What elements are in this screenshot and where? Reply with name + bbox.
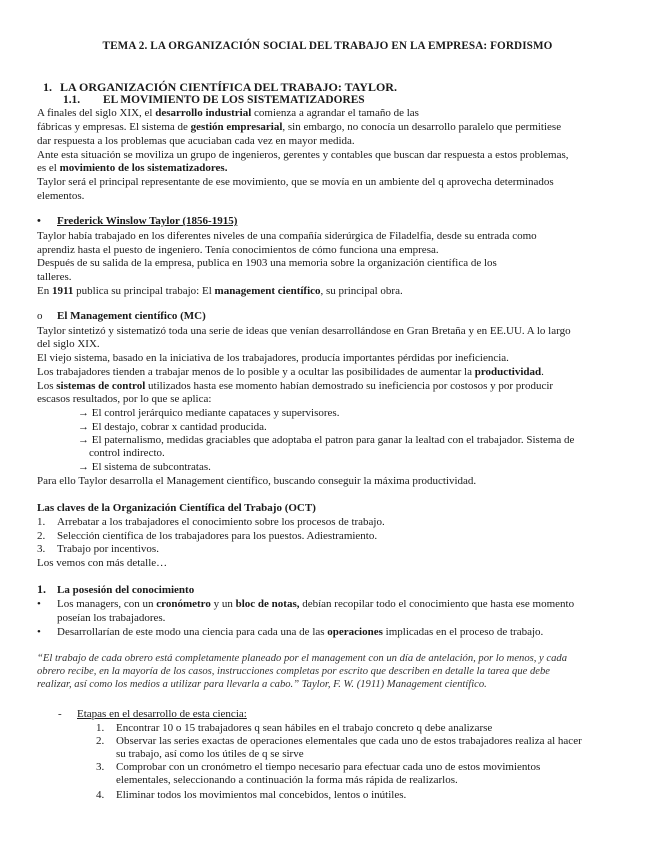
- quote-line: realizar, así como los medios a utilizar para llevarla a cabo.” Taylor, F. W. (1911) Management científico.: [37, 679, 487, 690]
- mc-line: Los sistemas de control utilizados hasta ese momento habían demostrado su ineficiencia por costosos y por producir: [37, 380, 554, 392]
- etapas-item: 4. Eliminar todos los movimientos mal concebidos, lentos o inútiles.: [96, 789, 407, 801]
- intro-line: es el movimiento de los sistematizadores.: [37, 162, 228, 174]
- section-number: 1.: [43, 80, 52, 94]
- taylor-line: aprendiz hasta el puesto de ingeniero. Tenía conocimientos de cómo funciona una empresa.: [37, 244, 439, 256]
- etapas-item: 2. Observar las series exactas de operaciones elementales que cada uno de estos trabajadores realiza al hacer: [96, 735, 582, 747]
- oct-list-item: 3. Trabajo por incentivos.: [37, 543, 159, 555]
- mc-list-item: → El paternalismo, medidas graciables que adoptaba el patron para ganar la lealtad con el trabajador. Sistema de: [78, 434, 575, 446]
- quote-line: obrero recibe, en la mayoría de los casos, instrucciones completas por escrito que describen en detalle la tarea que debe: [37, 666, 550, 677]
- document-title: TEMA 2. LA ORGANIZACIÓN SOCIAL DEL TRABAJO EN LA EMPRESA: FORDISMO: [102, 40, 553, 52]
- section-heading: [43, 80, 397, 95]
- mc-line: Los trabajadores tienden a trabajar menos de lo posible y a ocultar las posibilidades de aumentar la productividad.: [37, 366, 544, 378]
- intro-line: dar respuesta a los problemas que acuciaban cada vez en mayor medida.: [37, 135, 355, 147]
- mc-list-item: → El sistema de subcontratas.: [78, 461, 211, 473]
- posesion-bullet-item: • Desarrollarían de este modo una ciencia para cada una de las operaciones implicadas en el proceso de trabajo.: [37, 626, 544, 638]
- taylor-line: Después de su salida de la empresa, publica en 1903 una memoria sobre la organización científica de los: [37, 257, 497, 269]
- mc-closing: Para ello Taylor desarrolla el Management científico, buscando conseguir la máxima productividad.: [37, 475, 477, 487]
- bullet-icon: •: [37, 215, 41, 227]
- mc-line: Taylor sintetizó y sistematizó toda una serie de ideas que venían desarrollándose en Gran Bretaña y en EE.UU. A lo largo: [37, 325, 571, 337]
- subsection-title: EL MOVIMIENTO DE LOS SISTEMATIZADORES: [103, 94, 365, 106]
- taylor-line: Taylor había trabajado en los diferentes niveles de una compañía siderúrgica de Filadelfia, desde su entrada como: [37, 230, 537, 242]
- taylor-line: En 1911 publica su principal trabajo: El management científico, su principal obra.: [37, 285, 403, 297]
- bullet-icon: o: [37, 310, 43, 322]
- quote-line: “El trabajo de cada obrero está completamente planeado por el management con un día de antelación, por lo menos, y cada: [37, 653, 567, 664]
- subsection-heading: [63, 94, 365, 106]
- mc-heading: o El Management científico (MC): [37, 310, 206, 322]
- etapas-item-cont: su trabajo, así como los útiles de q se sirve: [116, 748, 304, 760]
- mc-line: escasos resultados, por lo que se aplica:: [37, 393, 212, 405]
- posesion-bullet-cont: poseían los trabajadores.: [57, 612, 166, 624]
- oct-closing: Los vemos con más detalle…: [37, 557, 168, 569]
- section-title: LA ORGANIZACIÓN CIENTÍFICA DEL TRABAJO: TAYLOR.: [60, 80, 397, 94]
- oct-heading: Las claves de la Organización Científica del Trabajo (OCT): [37, 502, 316, 514]
- posesion-heading: 1. La posesión del conocimiento: [37, 582, 195, 596]
- mc-list-item: control indirecto.: [89, 447, 165, 459]
- bullet-icon: •: [37, 626, 41, 638]
- oct-list-item: 1. Arrebatar a los trabajadores el conocimiento sobre los procesos de trabajo.: [37, 516, 385, 528]
- oct-list-item: 2. Selección científica de los trabajadores para los puestos. Adiestramiento.: [37, 530, 378, 542]
- etapas-item-cont: elementales, seleccionando a continuación la forma más rápida de realizarlos.: [116, 774, 458, 786]
- etapas-item: 3. Comprobar con un cronómetro el tiempo necesario para efectuar cada uno de estos movimientos: [96, 761, 541, 773]
- taylor-line: talleres.: [37, 271, 72, 283]
- mc-list-item: → El destajo, cobrar x cantidad producida.: [78, 421, 267, 433]
- intro-line: Ante esta situación se moviliza un grupo de ingenieros, gerentes y contables que buscan dar respuesta a estos problemas,: [37, 149, 569, 161]
- intro-line: fábricas y empresas. El sistema de gestión empresarial, sin embargo, no conocía un desarrollo paralelo que permitiese: [37, 121, 562, 133]
- mc-line: del siglo XIX.: [37, 338, 100, 350]
- intro-line: A finales del siglo XIX, el desarrollo industrial comienza a agrandar el tamaño de las: [37, 107, 419, 119]
- posesion-bullet-item: • Los managers, con un cronómetro y un bloc de notas, debían recopilar todo el conocimiento que hasta ese momento: [37, 598, 575, 610]
- dash-icon: -: [58, 708, 62, 720]
- intro-line: elementos.: [37, 190, 85, 202]
- taylor-heading: • Frederick Winslow Taylor (1856-1915): [37, 215, 238, 227]
- bullet-icon: •: [37, 598, 41, 610]
- mc-list-item: → El control jerárquico mediante capataces y supervisores.: [78, 407, 340, 419]
- mc-line: El viejo sistema, basado en la iniciativa de los trabajadores, producía importantes pérdidas por ineficiencia.: [37, 352, 509, 364]
- subsection-number: 1.1.: [63, 94, 81, 106]
- intro-line: Taylor será el principal representante de ese movimiento, que se movía en un ambiente del q aprovecha determinados: [37, 176, 554, 188]
- etapas-item: 1. Encontrar 10 o 15 trabajadores q sean hábiles en el trabajo concreto q debe analizarse: [96, 722, 493, 734]
- etapas-heading: - Etapas en el desarrollo de esta ciencia:: [58, 708, 247, 720]
